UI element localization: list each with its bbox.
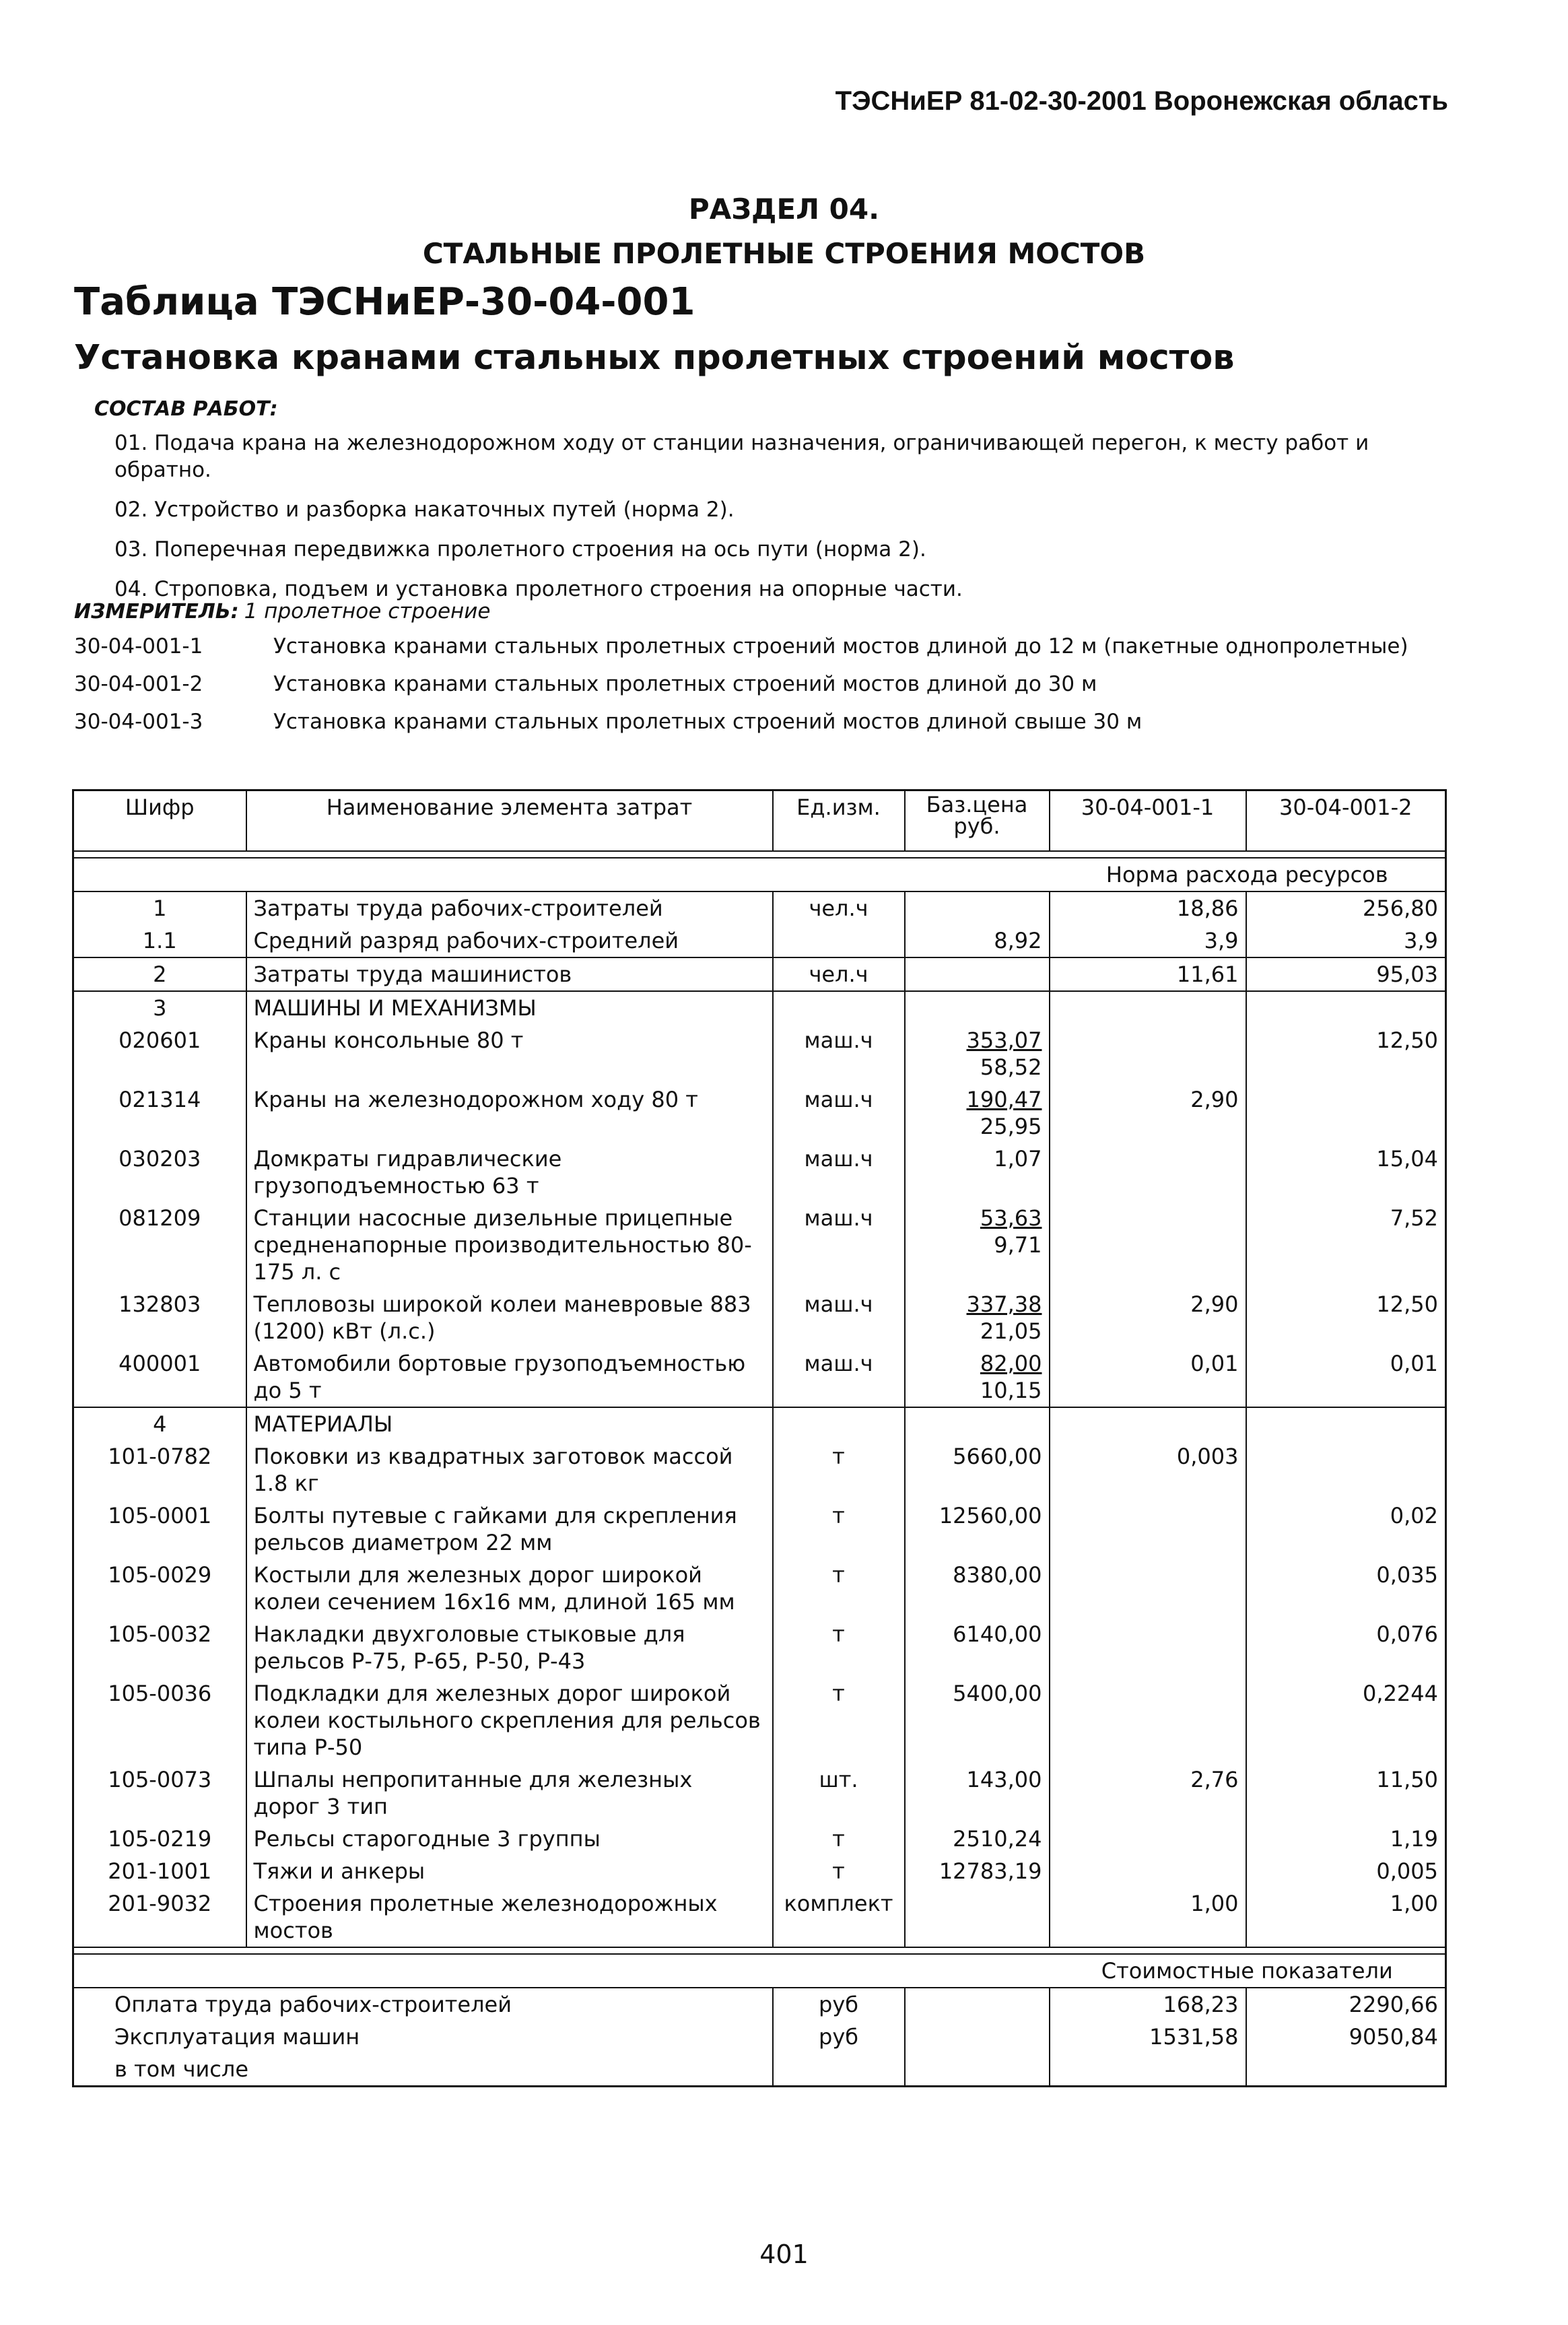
table-row (73, 1024, 1446, 1083)
cell-code: 105-0073 (73, 1763, 246, 1823)
norm-code: 30-04-001-2 (74, 672, 203, 696)
cell-norm-1: 2,76 (1050, 1763, 1246, 1823)
cell-unit (773, 1407, 905, 1440)
table-row (73, 1440, 1446, 1500)
cost-label: Эксплуатация машин (73, 2021, 773, 2053)
price-value: 1,07 (994, 1146, 1042, 1172)
price-value: 337,38 (966, 1291, 1042, 1317)
cell-price (905, 1440, 1050, 1500)
norm-item (74, 708, 1454, 735)
cell-code: 030203 (73, 1143, 246, 1202)
cell-name: Домкраты гидравлические грузоподъемностью 63 т (246, 1143, 773, 1202)
band-row (73, 1947, 1446, 1954)
cell-code: 105-0029 (73, 1559, 246, 1618)
cell-code: 2 (73, 957, 246, 991)
table-row (73, 1559, 1446, 1618)
cell-unit: т (773, 1618, 905, 1677)
cell-price (905, 991, 1050, 1024)
cell-price (905, 1618, 1050, 1677)
col-header-norm-1: 30-04-001-1 (1050, 790, 1246, 852)
cell-code: 132803 (73, 1288, 246, 1347)
cell-unit: маш.ч (773, 1143, 905, 1202)
cell-norm-1 (1050, 1024, 1246, 1083)
table-row (73, 1202, 1446, 1288)
norm-description: Установка кранами стальных пролетных строений мостов длиной до 30 м (273, 672, 1097, 696)
cell-name: Шпалы непропитанные для железных дорог 3 тип (246, 1763, 773, 1823)
norm-description: Установка кранами стальных пролетных строений мостов длиной свыше 30 м (273, 710, 1143, 734)
cell-unit: т (773, 1440, 905, 1500)
cell-norm-2 (1246, 1440, 1446, 1500)
price-value: 8380,00 (953, 1562, 1042, 1588)
cost-row (73, 1988, 1446, 2021)
cell-code: 101-0782 (73, 1440, 246, 1500)
table-row (73, 1083, 1446, 1143)
cell-unit: т (773, 1559, 905, 1618)
cell-price (905, 1143, 1050, 1202)
cell-unit: комплект (773, 1887, 905, 1947)
page-subtitle: Установка кранами стальных пролетных строений мостов (74, 338, 1235, 378)
cell-name: Тяжи и анкеры (246, 1855, 773, 1887)
cell-code: 105-0219 (73, 1823, 246, 1855)
cell-price (905, 1677, 1050, 1763)
norm-code: 30-04-001-3 (74, 710, 203, 734)
cell-norm-2: 0,076 (1246, 1618, 1446, 1677)
cell-code: 081209 (73, 1202, 246, 1288)
table-row (73, 1763, 1446, 1823)
cell-norm-1: 2,90 (1050, 1083, 1246, 1143)
work-item: 01. Подача крана на железнодорожном ходу от станции назначения, ограничивающей перегон, к месту работ и обратно. (114, 431, 1369, 482)
cell-norm-1: 0,003 (1050, 1440, 1246, 1500)
cell-norm-2: 0,2244 (1246, 1677, 1446, 1763)
cell-price (905, 1024, 1050, 1083)
norm-band-row (73, 858, 1446, 891)
cell-price (905, 1500, 1050, 1559)
page-number: 401 (759, 2239, 809, 2269)
cost-label: в том числе (73, 2053, 773, 2087)
cell-price (905, 924, 1050, 957)
cell-name: Болты путевые с гайками для скрепления рельсов диаметром 22 мм (246, 1500, 773, 1559)
cell-price (905, 1855, 1050, 1887)
cell-name: Станции насосные дизельные прицепные средненапорные производительностью 80-175 л. с (246, 1202, 773, 1288)
cell-unit: маш.ч (773, 1288, 905, 1347)
cell-code: 400001 (73, 1347, 246, 1407)
cell-code: 201-9032 (73, 1887, 246, 1947)
price-value: 6140,00 (953, 1621, 1042, 1647)
cell-name: Рельсы старогодные 3 группы (246, 1823, 773, 1855)
cost-norm-2: 9050,84 (1246, 2021, 1446, 2053)
norm-code: 30-04-001-1 (74, 634, 203, 659)
cell-code: 021314 (73, 1083, 246, 1143)
price-value: 143,00 (966, 1767, 1042, 1792)
price-wage-value: 21,05 (980, 1318, 1042, 1344)
cell-price (905, 1347, 1050, 1407)
resource-table (72, 789, 1447, 2087)
table-row (73, 1855, 1446, 1887)
cell-unit: чел.ч (773, 891, 905, 924)
cell-norm-2 (1246, 991, 1446, 1024)
table-row (73, 957, 1446, 991)
price-value: 8,92 (994, 928, 1042, 953)
norm-band-label: Норма расхода ресурсов (1050, 858, 1446, 891)
cell-unit: маш.ч (773, 1083, 905, 1143)
cell-norm-2: 0,005 (1246, 1855, 1446, 1887)
col-header-price: Баз.цена руб. (905, 790, 1050, 852)
table-row (73, 1677, 1446, 1763)
cost-norm-1: 168,23 (1050, 1988, 1246, 2021)
section-heading (0, 187, 1568, 276)
measurement-label: ИЗМЕРИТЕЛЬ: (74, 600, 239, 624)
price-wage-value: 58,52 (980, 1054, 1042, 1080)
price-value: 190,47 (966, 1087, 1042, 1112)
cell-price (905, 1288, 1050, 1347)
price-value: 353,07 (966, 1027, 1042, 1053)
cell-price (905, 1407, 1050, 1440)
cost-price (905, 2021, 1050, 2053)
cell-norm-1 (1050, 1500, 1246, 1559)
work-item: 03. Поперечная передвижка пролетного строения на ось пути (норма 2). (114, 537, 926, 562)
cell-norm-2: 3,9 (1246, 924, 1446, 957)
work-list (114, 430, 1454, 615)
price-value: 5400,00 (953, 1681, 1042, 1706)
section-number: РАЗДЕЛ 04. (688, 193, 880, 226)
cost-norm-2: 2290,66 (1246, 1988, 1446, 2021)
cell-code: 3 (73, 991, 246, 1024)
cell-price (905, 957, 1050, 991)
cost-norm-2 (1246, 2053, 1446, 2087)
cell-name: Подкладки для железных дорог широкой колеи костыльного скрепления для рельсов типа Р-50 (246, 1677, 773, 1763)
price-value: 2510,24 (953, 1826, 1042, 1852)
running-head: ТЭСНиЕР 81-02-30-2001 Воронежская область (835, 86, 1448, 116)
cell-price (905, 1763, 1050, 1823)
table-row (73, 991, 1446, 1024)
cell-code: 1.1 (73, 924, 246, 957)
cell-name: Строения пролетные железнодорожных мостов (246, 1887, 773, 1947)
cell-unit: маш.ч (773, 1202, 905, 1288)
price-wage-value: 25,95 (980, 1114, 1042, 1139)
cell-price (905, 1083, 1050, 1143)
col-header-name: Наименование элемента затрат (246, 790, 773, 852)
cell-unit: т (773, 1855, 905, 1887)
table-header-row (73, 790, 1446, 852)
table-title: Таблица ТЭСНиЕР-30-04-001 (74, 280, 695, 324)
cost-norm-1 (1050, 2053, 1246, 2087)
cell-norm-1 (1050, 1143, 1246, 1202)
cell-unit: т (773, 1500, 905, 1559)
cell-name: МАШИНЫ И МЕХАНИЗМЫ (246, 991, 773, 1024)
cell-norm-1 (1050, 1407, 1246, 1440)
price-value: 12783,19 (939, 1858, 1042, 1884)
cost-band-row (73, 1954, 1446, 1988)
cell-norm-1 (1050, 1618, 1246, 1677)
cell-unit: маш.ч (773, 1024, 905, 1083)
cell-norm-1: 18,86 (1050, 891, 1246, 924)
cell-norm-1 (1050, 1559, 1246, 1618)
cell-unit: чел.ч (773, 957, 905, 991)
cell-code: 105-0036 (73, 1677, 246, 1763)
cost-row (73, 2053, 1446, 2087)
cost-norm-1: 1531,58 (1050, 2021, 1246, 2053)
cell-name: Автомобили бортовые грузоподъемностью до 5 т (246, 1347, 773, 1407)
cell-unit: шт. (773, 1763, 905, 1823)
cell-unit (773, 924, 905, 957)
cell-norm-1: 1,00 (1050, 1887, 1246, 1947)
cell-price (905, 1202, 1050, 1288)
cell-unit: т (773, 1823, 905, 1855)
cell-name: Средний разряд рабочих-строителей (246, 924, 773, 957)
cell-code: 4 (73, 1407, 246, 1440)
cost-unit (773, 2053, 905, 2087)
cell-price (905, 1559, 1050, 1618)
work-composition-label: СОСТАВ РАБОТ: (94, 397, 278, 421)
cell-unit (773, 991, 905, 1024)
price-value: 82,00 (980, 1351, 1042, 1376)
band-row (73, 851, 1446, 858)
cell-name: МАТЕРИАЛЫ (246, 1407, 773, 1440)
table-row (73, 1143, 1446, 1202)
cell-norm-1 (1050, 1855, 1246, 1887)
cell-norm-1 (1050, 1823, 1246, 1855)
cost-unit: руб (773, 1988, 905, 2021)
cost-unit: руб (773, 2021, 905, 2053)
measurement-value: 1 пролетное строение (244, 599, 491, 624)
price-value: 12560,00 (939, 1503, 1042, 1528)
cell-code: 105-0001 (73, 1500, 246, 1559)
norm-list (74, 633, 1454, 746)
cell-norm-1: 3,9 (1050, 924, 1246, 957)
cell-norm-2: 0,02 (1246, 1500, 1446, 1559)
cell-price (905, 891, 1050, 924)
price-wage-value: 9,71 (994, 1232, 1042, 1258)
col-header-code: Шифр (73, 790, 246, 852)
cell-norm-2: 1,00 (1246, 1887, 1446, 1947)
work-item: 02. Устройство и разборка накаточных путей (норма 2). (114, 498, 735, 522)
cell-norm-2: 12,50 (1246, 1024, 1446, 1083)
cell-name: Поковки из квадратных заготовок массой 1.8 кг (246, 1440, 773, 1500)
cost-row (73, 2021, 1446, 2053)
table-row (73, 1823, 1446, 1855)
cell-norm-2: 7,52 (1246, 1202, 1446, 1288)
cell-name: Накладки двухголовые стыковые для рельсов Р-75, Р-65, Р-50, Р-43 (246, 1618, 773, 1677)
cell-norm-2: 95,03 (1246, 957, 1446, 991)
table-row (73, 891, 1446, 924)
table-row (73, 1887, 1446, 1947)
price-wage-value: 10,15 (980, 1378, 1042, 1403)
cost-band-label: Стоимостные показатели (1050, 1954, 1446, 1988)
col-header-unit: Ед.изм. (773, 790, 905, 852)
cell-norm-2: 1,19 (1246, 1823, 1446, 1855)
cell-name: Краны на железнодорожном ходу 80 т (246, 1083, 773, 1143)
cell-norm-1: 11,61 (1050, 957, 1246, 991)
cell-name: Затраты труда машинистов (246, 957, 773, 991)
cell-norm-2: 11,50 (1246, 1763, 1446, 1823)
table-row (73, 1500, 1446, 1559)
cost-price (905, 1988, 1050, 2021)
norm-description: Установка кранами стальных пролетных строений мостов длиной до 12 м (пакетные однопролетные) (273, 634, 1408, 659)
cell-norm-2: 15,04 (1246, 1143, 1446, 1202)
cost-label: Оплата труда рабочих-строителей (73, 1988, 773, 2021)
cell-price (905, 1823, 1050, 1855)
table-row (73, 1347, 1446, 1407)
cell-norm-1 (1050, 1202, 1246, 1288)
cell-norm-2: 256,80 (1246, 891, 1446, 924)
cell-code: 1 (73, 891, 246, 924)
cell-norm-1 (1050, 1677, 1246, 1763)
cell-name: Тепловозы широкой колеи маневровые 883 (1200) кВт (л.с.) (246, 1288, 773, 1347)
norm-item (74, 633, 1454, 660)
cell-norm-1: 2,90 (1050, 1288, 1246, 1347)
cell-norm-2: 0,01 (1246, 1347, 1446, 1407)
cell-norm-1: 0,01 (1050, 1347, 1246, 1407)
cell-price (905, 1887, 1050, 1947)
cell-unit: т (773, 1677, 905, 1763)
cell-name: Краны консольные 80 т (246, 1024, 773, 1083)
cell-norm-2: 0,035 (1246, 1559, 1446, 1618)
price-value: 53,63 (980, 1205, 1042, 1231)
cell-code: 105-0032 (73, 1618, 246, 1677)
cell-code: 020601 (73, 1024, 246, 1083)
price-value: 5660,00 (953, 1444, 1042, 1469)
cell-norm-1 (1050, 991, 1246, 1024)
col-header-norm-2: 30-04-001-2 (1246, 790, 1446, 852)
cell-unit: маш.ч (773, 1347, 905, 1407)
cell-code: 201-1001 (73, 1855, 246, 1887)
cost-price (905, 2053, 1050, 2087)
cell-norm-2 (1246, 1083, 1446, 1143)
cell-norm-2: 12,50 (1246, 1288, 1446, 1347)
cell-name: Костыли для железных дорог широкой колеи сечением 16х16 мм, длиной 165 мм (246, 1559, 773, 1618)
norm-item (74, 671, 1454, 698)
table-row (73, 1618, 1446, 1677)
work-item: 04. Строповка, подъем и установка пролетного строения на опорные части. (114, 577, 963, 601)
section-title: СТАЛЬНЫЕ ПРОЛЕТНЫЕ СТРОЕНИЯ МОСТОВ (422, 237, 1146, 270)
measurement-unit (74, 599, 491, 624)
table-row (73, 1407, 1446, 1440)
table-row (73, 1288, 1446, 1347)
table-row (73, 924, 1446, 957)
cell-name: Затраты труда рабочих-строителей (246, 891, 773, 924)
cell-norm-2 (1246, 1407, 1446, 1440)
